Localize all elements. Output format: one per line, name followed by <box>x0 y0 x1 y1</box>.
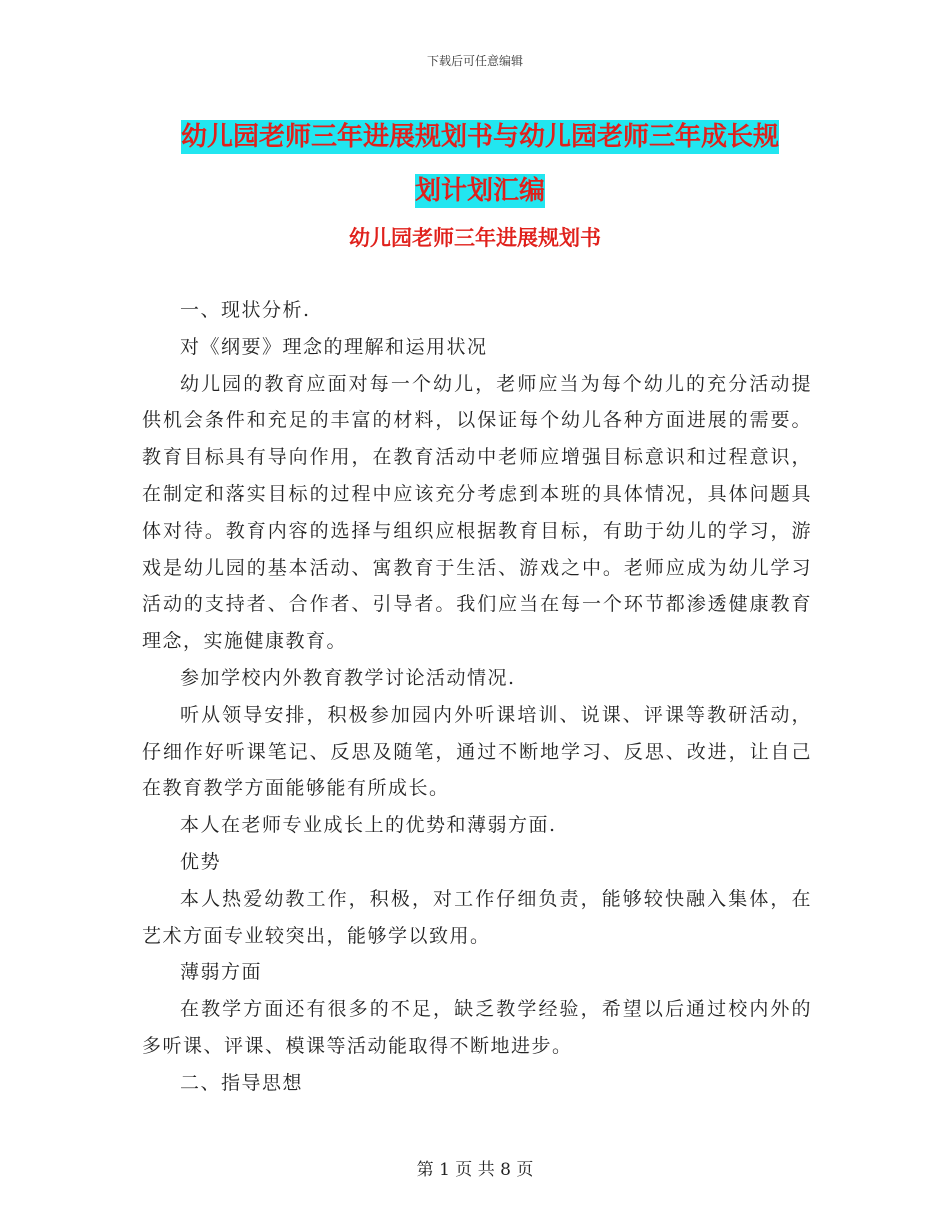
document-title-line1: 幼儿园老师三年进展规划书与幼儿园老师三年成长规 <box>180 122 779 152</box>
document-title <box>140 110 820 218</box>
section-title: 幼儿园老师三年进展规划书 <box>349 226 601 250</box>
document-body <box>142 292 812 1102</box>
paragraph-subheading: 对《纲要》理念的理解和运用状况 <box>180 335 488 358</box>
paragraph: 在教学方面还有很多的不足，缺乏教学经验，希望以后通过校内外的多听课、评课、模课等活动能取得不断地进步。 <box>142 998 812 1057</box>
paragraph-subheading: 参加学校内外教育教学讨论活动情况. <box>180 666 516 689</box>
paragraph: 本人热爱幼教工作，积极，对工作仔细负责，能够较快融入集体，在艺术方面专业较突出，能够学以致用。 <box>142 887 812 947</box>
paragraph-subheading: 本人在老师专业成长上的优势和薄弱方面. <box>180 814 557 837</box>
paragraph: 听从领导安排，积极参加园内外听课培训、说课、评课等教研活动，仔细作好听课笔记、反思及随笔，通过不断地学习、反思、改进，让自己在教育教学方面能够能有所成长。 <box>142 703 812 800</box>
document-title-line2: 划计划汇编 <box>414 176 545 206</box>
page-number: 第 1 页 共 8 页 <box>416 1160 534 1180</box>
paragraph: 幼儿园的教育应面对每一个幼儿，老师应当为每个幼儿的充分活动提供机会条件和充足的丰富的材料，以保证每个幼儿各种方面进展的需要。教育目标具有导向作用，在教育活动中老师应增强目标意识和过程意识，在制定和落实目标的过程中应该充分考虑到本班的具体情况，具体问题具体对待。教育内容的选择与组织应根据教育目标，有助于幼儿的学习，游戏是幼儿园的基本活动、寓教育于生活、游戏之中。老师应成为幼儿学习活动的支持者、合作者、引导者。我们应当在每一个环节都渗透健康教育理念，实施健康教育。 <box>142 372 812 653</box>
paragraph-subheading: 优势 <box>180 850 222 873</box>
paragraph-heading-2: 二、指导思想 <box>180 1071 304 1094</box>
page-header-note: 下载后可任意编辑 <box>426 54 523 68</box>
paragraph-heading-1: 一、现状分析. <box>180 299 311 321</box>
paragraph-subheading: 薄弱方面 <box>180 961 263 984</box>
